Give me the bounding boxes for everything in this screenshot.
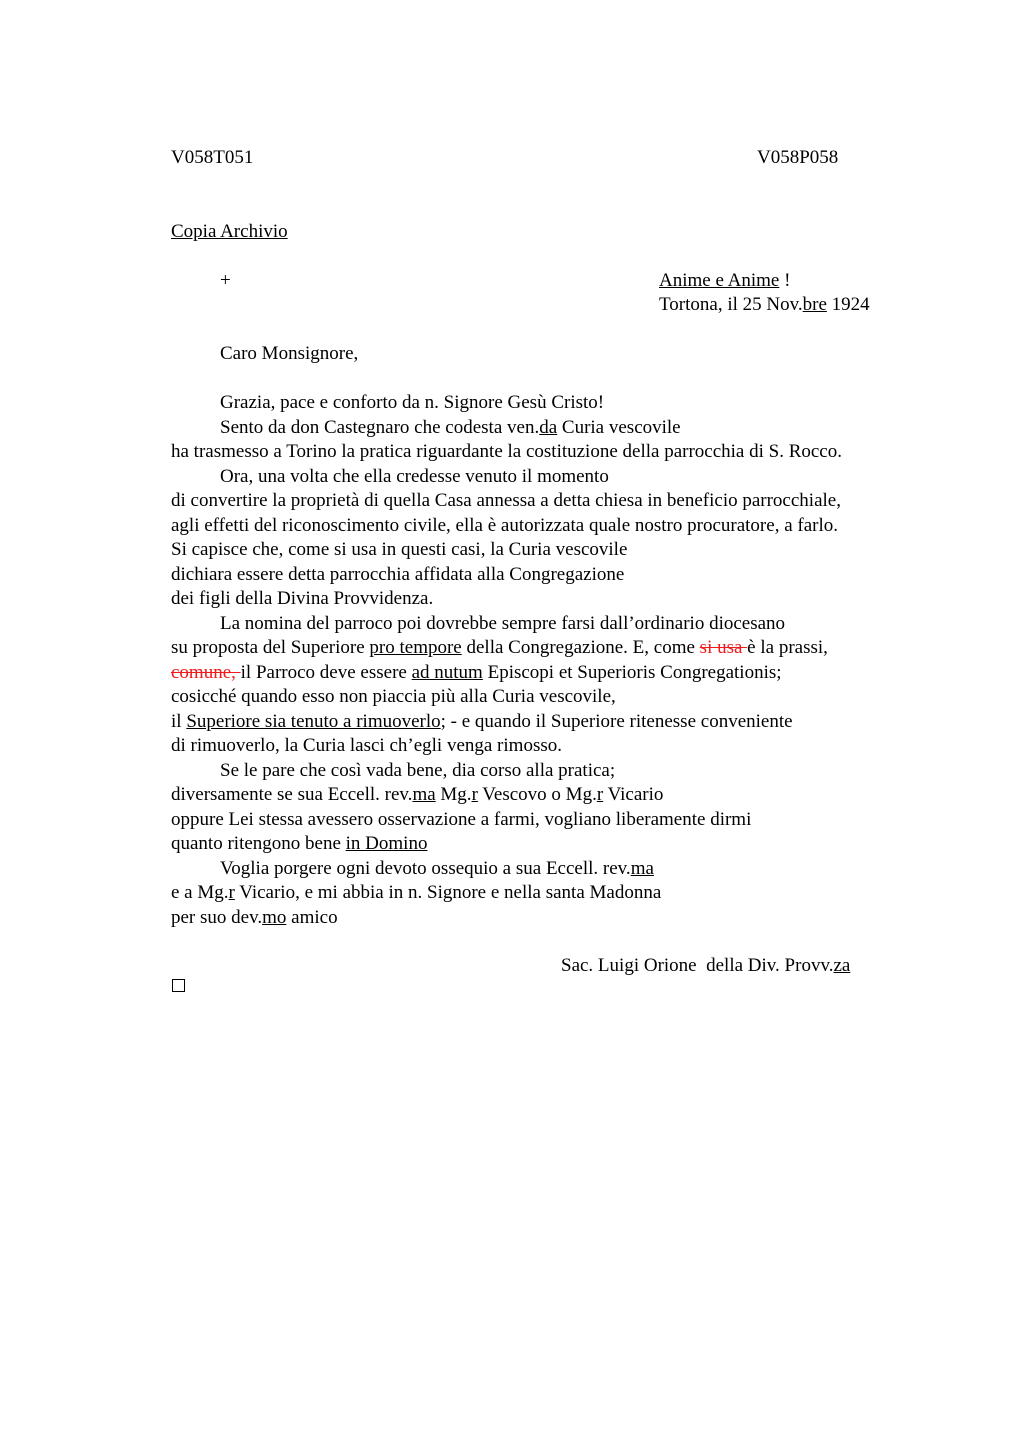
- body-line: Si capisce che, come si usa in questi casi, la Curia vescovile: [171, 539, 628, 560]
- motto: [659, 269, 790, 294]
- underlined-run: r: [471, 784, 478, 805]
- underlined-run: pro tempore: [369, 637, 462, 658]
- motto-exclamation: !: [779, 270, 791, 291]
- text-run: diversamente se sua Eccell. rev.: [171, 784, 413, 805]
- text-run: ; - e quando il Superiore ritenesse conveniente: [440, 710, 793, 732]
- text-run: Mg.: [435, 784, 472, 805]
- signature-suffix: za: [833, 955, 851, 976]
- text-run: per suo dev.: [171, 906, 263, 928]
- text-run: Sento da don Castegnaro che codesta ven.: [220, 416, 540, 438]
- underlined-run: da: [539, 416, 558, 438]
- motto-text: Anime e Anime: [659, 270, 780, 291]
- place-date-main: Tortona, il 25 Nov.: [659, 294, 803, 315]
- letter-body: [171, 391, 931, 930]
- body-line: dichiara essere detta parrocchia affidata alla Congregazione: [171, 563, 625, 585]
- doc-code-left: V058T051: [171, 147, 254, 168]
- body-line: ha trasmesso a Torino la pratica riguardante la costituzione della parrocchia di S. Rocco.: [171, 441, 842, 462]
- body-line: [171, 857, 931, 882]
- text-run: Vicario, e mi abbia in n. Signore e nella santa Madonna: [234, 882, 662, 903]
- text-run: della Congregazione. E, come: [461, 637, 700, 658]
- body-line: [171, 881, 931, 906]
- cross-mark: +: [220, 270, 231, 291]
- body-line: Ora, una volta che ella credesse venuto il momento: [220, 465, 609, 487]
- text-run: Vescovo o Mg.: [477, 784, 597, 805]
- body-line: [171, 710, 931, 735]
- underlined-run: r: [596, 784, 604, 805]
- body-line: [171, 661, 931, 686]
- signature: [561, 954, 850, 979]
- body-line: cosicché quando esso non piaccia più alla Curia vescovile,: [171, 686, 616, 707]
- text-run: e a Mg.: [171, 882, 229, 903]
- underlined-run: mo: [262, 906, 287, 928]
- deleted-run: comune,: [171, 661, 241, 683]
- place-date-month-suffix: bre: [802, 294, 827, 315]
- underlined-run: Superiore sia tenuto a rimuoverlo: [186, 710, 441, 732]
- body-line: di convertire la proprietà di quella Casa annessa a detta chiesa in beneficio parrocchiale,: [171, 490, 841, 511]
- underlined-run: ma: [412, 784, 436, 805]
- underlined-run: ad nutum: [411, 661, 483, 683]
- text-run: Vicario: [603, 784, 664, 805]
- checkbox-square-icon: [172, 979, 185, 992]
- body-line: di rimuoverlo, la Curia lasci ch’egli venga rimosso.: [171, 735, 562, 756]
- text-run: su proposta del Superiore: [171, 637, 370, 658]
- text-run: il: [171, 710, 187, 732]
- body-line: Grazia, pace e conforto da n. Signore Gesù Cristo!: [220, 392, 605, 413]
- underlined-run: r: [228, 882, 235, 903]
- body-line: [171, 906, 931, 931]
- doc-code-right: V058P058: [757, 147, 839, 168]
- body-line: [171, 636, 931, 661]
- body-line: La nomina del parroco poi dovrebbe sempre farsi dall’ordinario diocesano: [220, 612, 786, 634]
- underlined-run: in Domino: [345, 833, 428, 854]
- text-run: amico: [286, 906, 338, 928]
- body-line: [171, 783, 931, 808]
- text-run: è la prassi,: [747, 637, 828, 658]
- text-run: Episcopi et Superioris Congregationis;: [482, 661, 782, 683]
- underlined-run: ma: [630, 857, 654, 879]
- body-line: dei figli della Divina Provvidenza.: [171, 588, 434, 609]
- body-line: [171, 416, 931, 441]
- body-line: agli effetti del riconoscimento civile, ella è autorizzata quale nostro procuratore, a farlo.: [171, 514, 838, 536]
- salutation: Caro Monsignore,: [220, 343, 359, 364]
- text-run: Voglia porgere ogni devoto ossequio a sua Eccell. rev.: [220, 857, 631, 879]
- deleted-run: si usa: [699, 637, 748, 658]
- body-line: oppure Lei stessa avessero osservazione a farmi, vogliano liberamente dirmi: [171, 808, 752, 830]
- archive-label: Copia Archivio: [171, 221, 288, 242]
- place-date: [659, 293, 870, 318]
- body-line: Se le pare che così vada bene, dia corso alla pratica;: [220, 759, 616, 781]
- text-run: quanto ritengono bene: [171, 833, 346, 854]
- signature-text: Sac. Luigi Orione della Div. Provv.: [561, 955, 834, 976]
- text-run: Curia vescovile: [557, 416, 681, 438]
- text-run: il Parroco deve essere: [240, 661, 412, 683]
- place-date-year: 1924: [826, 294, 870, 315]
- body-line: [171, 832, 931, 857]
